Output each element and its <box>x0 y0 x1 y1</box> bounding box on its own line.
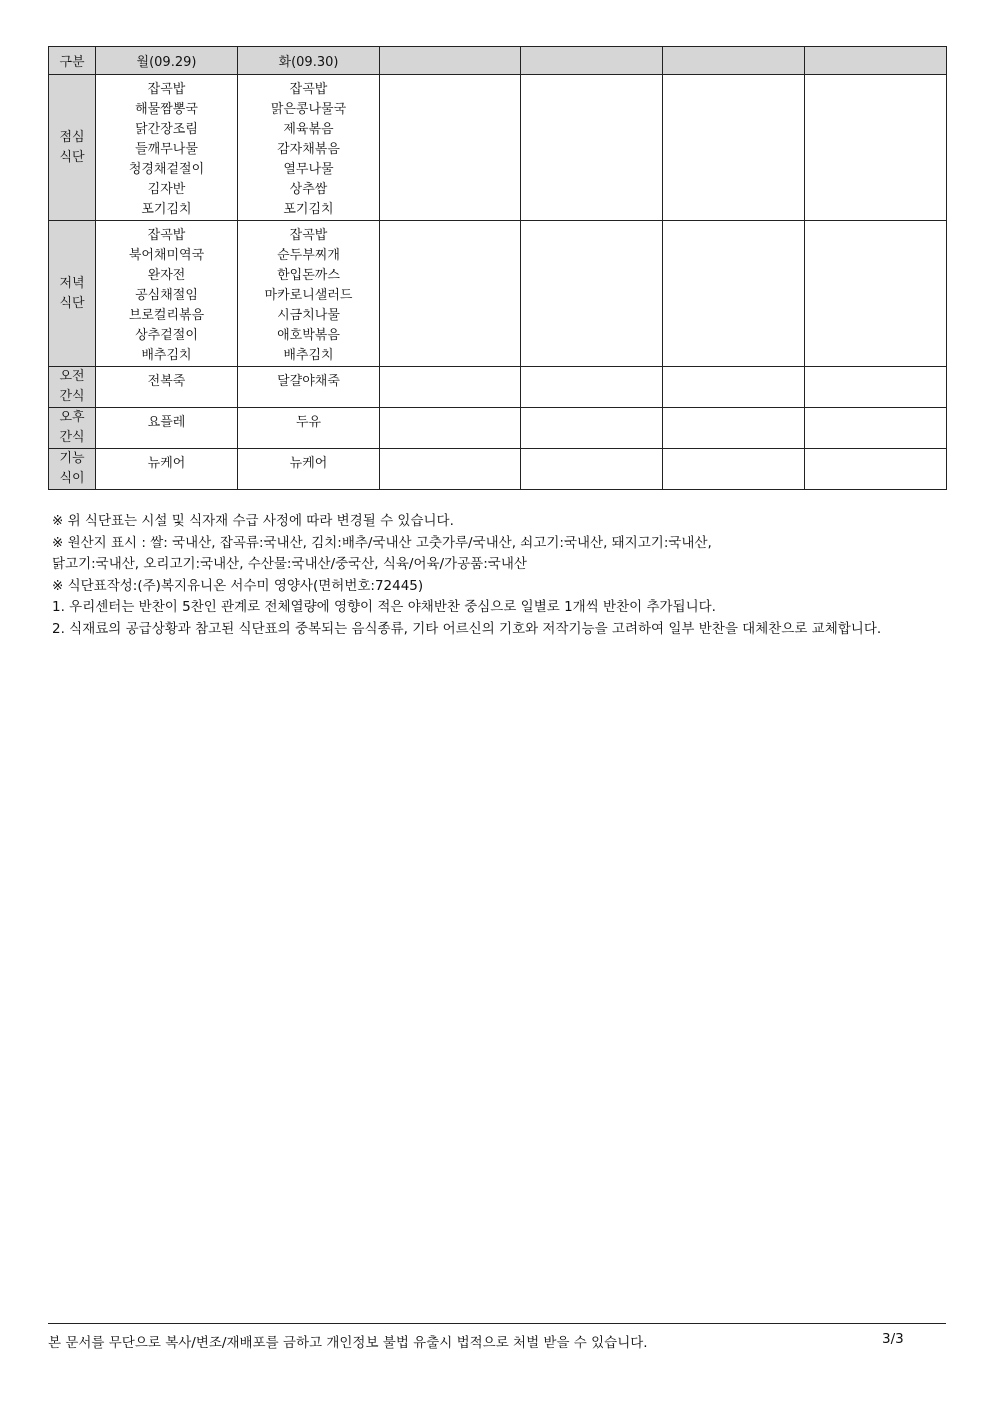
header-day-tue: 화(09.30) <box>238 47 380 75</box>
row-label-lunch: 점심 식단 <box>49 75 96 221</box>
page-number: 3/3 <box>882 1331 904 1347</box>
footer-copyright: 본 문서를 무단으로 복사/변조/재배포를 금하고 개인정보 불법 유출시 법적으로 처벌 받을 수 있습니다. <box>48 1335 648 1351</box>
notes-section <box>52 511 932 640</box>
header-day-empty <box>380 47 521 75</box>
footer-divider <box>48 1323 946 1324</box>
note-origin-label-cont: 닭고기:국내산, 오리고기:국내산, 수산물:국내산/중국산, 식육/어육/가공품:국내산 <box>52 556 527 572</box>
menu-cell-tue-afternoon-snack: 두유 <box>238 408 380 449</box>
empty-cell <box>521 449 663 490</box>
menu-cell-mon-lunch: 잡곡밥 해물짬뽕국 닭간장조림 들깨무나물 청경채겉절이 김자반 포기김치 <box>96 75 238 221</box>
note-substitution: 2. 식재료의 공급상황과 참고된 식단표의 중복되는 음식종류, 기타 어르신의 기호와 저작기능을 고려하여 일부 반찬을 대체찬으로 교체합니다. <box>52 620 882 637</box>
table-header-row <box>49 47 947 75</box>
empty-cell <box>380 75 521 221</box>
empty-cell <box>663 367 805 408</box>
menu-cell-tue-morning-snack: 달걀야채죽 <box>238 367 380 408</box>
menu-cell-mon-functional-diet: 뉴케어 <box>96 449 238 490</box>
header-category: 구분 <box>49 47 96 75</box>
empty-cell <box>380 408 521 449</box>
table-row-lunch <box>49 75 947 221</box>
empty-cell <box>663 75 805 221</box>
empty-cell <box>805 221 947 367</box>
empty-cell <box>805 75 947 221</box>
header-day-mon: 월(09.29) <box>96 47 238 75</box>
empty-cell <box>663 449 805 490</box>
table-row-morning-snack <box>49 367 947 408</box>
empty-cell <box>380 367 521 408</box>
note-change-notice: ※ 위 식단표는 시설 및 식자재 수급 사정에 따라 변경될 수 있습니다. <box>52 513 454 529</box>
table-row-functional-diet <box>49 449 947 490</box>
menu-cell-tue-lunch: 잡곡밥 맑은콩나물국 제육볶음 감자채볶음 열무나물 상추쌈 포기김치 <box>238 75 380 221</box>
empty-cell <box>380 221 521 367</box>
header-day-empty <box>805 47 947 75</box>
empty-cell <box>521 221 663 367</box>
row-label-functional-diet: 기능 식이 <box>49 449 96 490</box>
empty-cell <box>521 408 663 449</box>
meal-plan-table <box>48 46 947 490</box>
empty-cell <box>521 75 663 221</box>
menu-cell-tue-functional-diet: 뉴케어 <box>238 449 380 490</box>
empty-cell <box>805 367 947 408</box>
note-author: ※ 식단표작성:(주)복지유니온 서수미 영양사(면허번호:72445) <box>52 577 424 594</box>
empty-cell <box>521 367 663 408</box>
empty-cell <box>805 449 947 490</box>
table-row-dinner <box>49 221 947 367</box>
menu-cell-mon-dinner: 잡곡밥 북어채미역국 완자전 공심채절임 브로컬리볶음 상추겉절이 배추김치 <box>96 221 238 367</box>
empty-cell <box>380 449 521 490</box>
menu-cell-mon-afternoon-snack: 요플레 <box>96 408 238 449</box>
header-day-empty <box>521 47 663 75</box>
empty-cell <box>805 408 947 449</box>
menu-cell-mon-morning-snack: 전복죽 <box>96 367 238 408</box>
header-day-empty <box>663 47 805 75</box>
note-side-dish: 1. 우리센터는 반찬이 5찬인 관계로 전체열량에 영향이 적은 야채반찬 중심으로 일별로 1개씩 반찬이 추가됩니다. <box>52 599 716 615</box>
note-origin-label: ※ 원산지 표시 : 쌀: 국내산, 잡곡류:국내산, 김치:배추/국내산 고춧가루/국내산, 쇠고기:국내산, 돼지고기:국내산, <box>52 534 712 551</box>
row-label-morning-snack: 오전 간식 <box>49 367 96 408</box>
table-row-afternoon-snack <box>49 408 947 449</box>
empty-cell <box>663 408 805 449</box>
row-label-afternoon-snack: 오후 간식 <box>49 408 96 449</box>
menu-cell-tue-dinner: 잡곡밥 순두부찌개 한입돈까스 마카로니샐러드 시금치나물 애호박볶음 배추김치 <box>238 221 380 367</box>
empty-cell <box>663 221 805 367</box>
row-label-dinner: 저녁 식단 <box>49 221 96 367</box>
